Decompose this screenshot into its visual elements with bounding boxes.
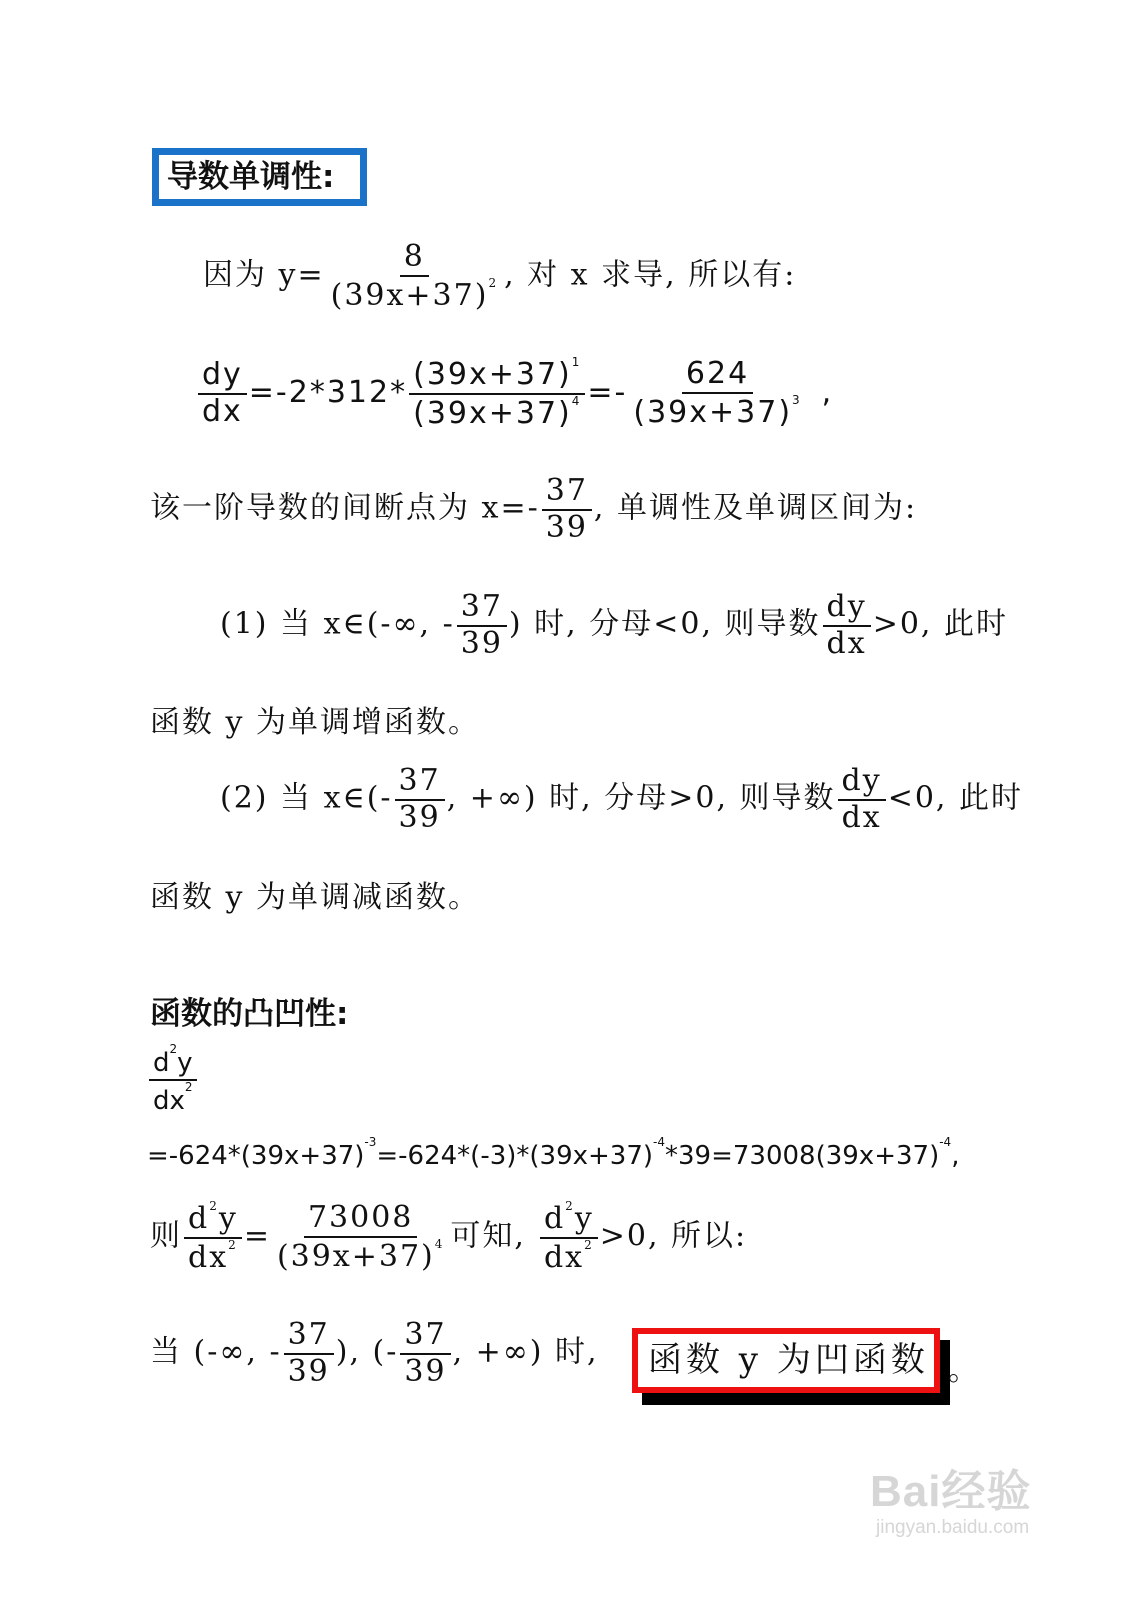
dx2-base: dx	[153, 1085, 185, 1116]
case2-dx: dx	[841, 799, 882, 835]
y-fraction	[327, 240, 502, 313]
dx-label: dx	[202, 393, 243, 429]
case2-dy: dy	[838, 764, 886, 801]
y-denominator-exp: 2	[488, 275, 499, 290]
case1-prefix: (1) 当 x∈(-∞, -	[220, 606, 455, 642]
y-numerator: 8	[400, 240, 429, 277]
expr-a: =-624*(39x+37)	[147, 1141, 365, 1171]
final-den2: 39	[404, 1353, 447, 1389]
watermark-url: jingyan.baidu.com	[876, 1517, 1030, 1538]
then-d2y-d: d	[188, 1201, 210, 1236]
then-value-fraction	[273, 1201, 448, 1274]
expr-b-exp: -4	[653, 1135, 665, 1149]
result-den-exp: 3	[792, 392, 802, 407]
then2-d2y-d: d	[543, 1201, 566, 1236]
derivative-coefficient: =-2*312*	[248, 375, 408, 410]
case1-num: 37	[457, 590, 507, 627]
case2-mid: , +∞) 时, 分母>0, 则导数	[446, 780, 836, 816]
case2-fraction	[395, 764, 445, 835]
then-d2y-exp: 2	[209, 1199, 219, 1213]
final-sep: ), (-	[335, 1334, 399, 1370]
then-value-den	[273, 1238, 448, 1275]
d2y-dx2-fraction	[149, 1043, 197, 1117]
result-den-base: (39x+37)	[633, 394, 793, 430]
case1-line	[220, 590, 1008, 661]
then2-dx2-exp: 2	[584, 1237, 594, 1252]
then-value-den-exp: 4	[434, 1236, 445, 1251]
discontinuity-prefix: 该一阶导数的间断点为 x=-	[150, 490, 540, 526]
dy-label: dy	[198, 358, 247, 395]
dx2	[149, 1081, 197, 1117]
then2-d2y-exp: 2	[565, 1199, 575, 1213]
ratio-den-exp: 4	[571, 393, 582, 408]
case1-fraction	[457, 590, 507, 661]
expr-end: ,	[951, 1141, 960, 1171]
watermark	[870, 1455, 1031, 1539]
case1-dy: dy	[823, 590, 871, 627]
result-fraction	[629, 357, 805, 430]
then-prefix: 则	[150, 1218, 182, 1254]
watermark-brand: Bai经验	[870, 1467, 1032, 1516]
expr-c-exp: -4	[939, 1135, 952, 1149]
then-value-den-base: (39x+37)	[276, 1238, 435, 1274]
case2-num: 37	[395, 764, 445, 801]
expr-a-exp: -3	[364, 1135, 377, 1149]
case2-prefix: (2) 当 x∈(-	[220, 780, 393, 816]
intro-prefix: 因为 y=	[203, 257, 325, 293]
then-mid: 可知,	[450, 1218, 526, 1254]
second-derivative-label	[147, 1043, 199, 1117]
ratio-den-base: (39x+37)	[413, 395, 572, 431]
section-title-monotonicity: 导数单调性:	[152, 148, 367, 206]
then-dx2-exp: 2	[228, 1237, 238, 1252]
final-line	[150, 1318, 599, 1389]
final-prefix: 当 (-∞, -	[150, 1334, 282, 1370]
discontinuity-suffix: , 单调性及单调区间为:	[593, 490, 918, 526]
case2-end: <0, 此时	[887, 780, 1023, 816]
derivative-intro-line	[203, 240, 796, 313]
then-dx2	[184, 1239, 242, 1276]
then-d2y-dx2	[184, 1200, 242, 1275]
case2-dydx	[838, 764, 886, 835]
ratio-num-exp: 1	[571, 355, 582, 369]
d2y-exp: 2	[169, 1042, 178, 1056]
y-denominator-base: (39x+37)	[330, 277, 489, 313]
disc-num: 37	[542, 474, 592, 511]
then-dx2-base: dx	[188, 1239, 229, 1275]
ratio-fraction	[409, 356, 585, 431]
ratio-numerator	[409, 356, 585, 395]
final-den1: 39	[287, 1353, 330, 1389]
case1-conclusion: 函数 y 为单调增函数。	[150, 705, 481, 740]
final-num2: 37	[400, 1318, 450, 1355]
discontinuity-fraction	[542, 474, 592, 545]
ratio-num-base: (39x+37)	[413, 357, 572, 392]
then-line	[150, 1200, 747, 1275]
first-derivative-line	[196, 356, 833, 431]
then2-dx2-base: dx	[543, 1239, 585, 1275]
then-equals: =	[243, 1218, 271, 1254]
intro-suffix: , 对 x 求导, 所以有:	[504, 257, 797, 293]
case1-end: >0, 此时	[872, 606, 1008, 642]
second-derivative-expression	[147, 1135, 959, 1171]
answer-box: 函数 y 为凹函数	[632, 1328, 940, 1393]
section-title-convexity: 函数的凸凹性:	[150, 996, 349, 1032]
line2-end: ,	[821, 375, 834, 410]
dy-dx-fraction	[198, 358, 247, 429]
d2y-y: y	[177, 1048, 193, 1078]
equals-minus: =-	[587, 375, 628, 410]
expr-b: =-624*(-3)*(39x+37)	[376, 1141, 654, 1171]
disc-den: 39	[545, 509, 588, 545]
case2-line	[220, 764, 1023, 835]
then-value-num: 73008	[304, 1201, 417, 1238]
final-fraction-1	[284, 1318, 334, 1389]
case1-mid: ) 时, 分母<0, 则导数	[508, 606, 821, 642]
d2y	[149, 1043, 197, 1081]
case2-conclusion: 函数 y 为单调减函数。	[150, 880, 481, 915]
case1-dydx	[823, 590, 871, 661]
expr-c: *39=73008(39x+37)	[665, 1141, 940, 1171]
then2-d2y-y: y	[574, 1201, 594, 1236]
dx2-exp: 2	[184, 1079, 193, 1094]
final-period: 。	[948, 1353, 980, 1388]
case1-dx: dx	[826, 625, 867, 661]
ratio-denominator	[409, 395, 585, 432]
then-d2y-y: y	[218, 1201, 238, 1236]
final-fraction-2	[400, 1318, 450, 1389]
then-d2y-dx2-2	[540, 1200, 598, 1275]
then2-d2y	[540, 1200, 598, 1239]
y-denominator	[327, 277, 502, 314]
result-denominator	[629, 394, 805, 431]
d2y-d: d	[153, 1048, 170, 1078]
result-numerator: 624	[682, 357, 753, 394]
final-num1: 37	[284, 1318, 334, 1355]
then-d2y	[184, 1200, 242, 1239]
then2-dx2	[540, 1239, 598, 1276]
case2-den: 39	[398, 799, 441, 835]
case1-den: 39	[460, 625, 503, 661]
discontinuity-line	[150, 474, 917, 545]
final-tail: , +∞) 时,	[452, 1334, 599, 1370]
then-end: >0, 所以:	[599, 1218, 748, 1254]
